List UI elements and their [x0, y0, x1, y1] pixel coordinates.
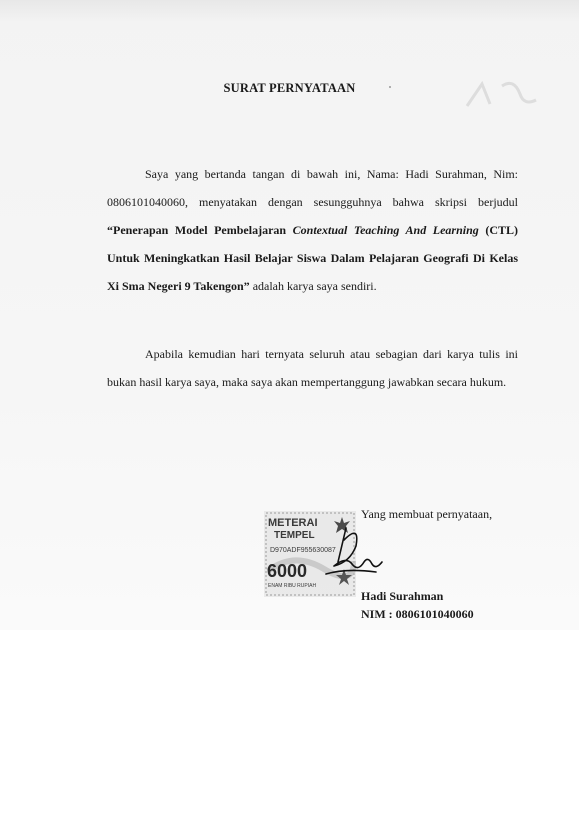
- statement-line-5: [107, 272, 518, 300]
- thesis-title-end: Xi Sma Negeri 9 Takengon”: [107, 279, 250, 293]
- responsibility-line-2: bukan hasil karya saya, maka saya akan mempertanggung jawabkan secara hukum.: [107, 375, 507, 389]
- responsibility-line-1: Apabila kemudian hari ternyata seluruh atau sebagian dari karya tulis ini: [145, 347, 518, 361]
- handwritten-signature: [316, 522, 384, 584]
- signer-name: Hadi Surahman: [361, 589, 444, 603]
- statement-line-2: 0806101040060, menyatakan dengan sesungguhnya bahwa skripsi berjudul: [107, 195, 518, 209]
- signature-label: Yang membuat pernyataan,: [361, 507, 493, 521]
- statement-line-4: Untuk Meningkatkan Hasil Belajar Siswa Dalam Pelajaran Geografi Di Kelas: [107, 251, 518, 265]
- stamp-value: 6000: [267, 561, 308, 581]
- statement-line-5-rest: adalah karya saya sendiri.: [252, 279, 377, 293]
- statement-line-1: Saya yang bertanda tangan di bawah ini, Nama: Hadi Surahman, Nim:: [145, 167, 518, 181]
- thesis-title-start: “Penerapan Model Pembelajaran: [107, 223, 287, 237]
- document-title: SURAT PERNYATAAN: [223, 81, 356, 95]
- stamp-code: D970ADF955630087: [270, 547, 336, 554]
- stamp-line-2: TEMPEL: [274, 530, 315, 541]
- statement-line-3: [107, 216, 518, 244]
- scan-speck: [389, 86, 391, 88]
- signer-nim: NIM : 0806101040060: [361, 607, 474, 621]
- stamp-value-text: ENAM RIBU RUPIAH: [268, 583, 317, 589]
- thesis-title-italic: Contextual Teaching And Learning: [292, 223, 479, 237]
- responsibility-paragraph: [107, 340, 518, 396]
- statement-paragraph: [107, 160, 518, 300]
- stamp-line-1: METERAI: [268, 517, 318, 529]
- thesis-title-abbrev: (CTL): [485, 223, 519, 237]
